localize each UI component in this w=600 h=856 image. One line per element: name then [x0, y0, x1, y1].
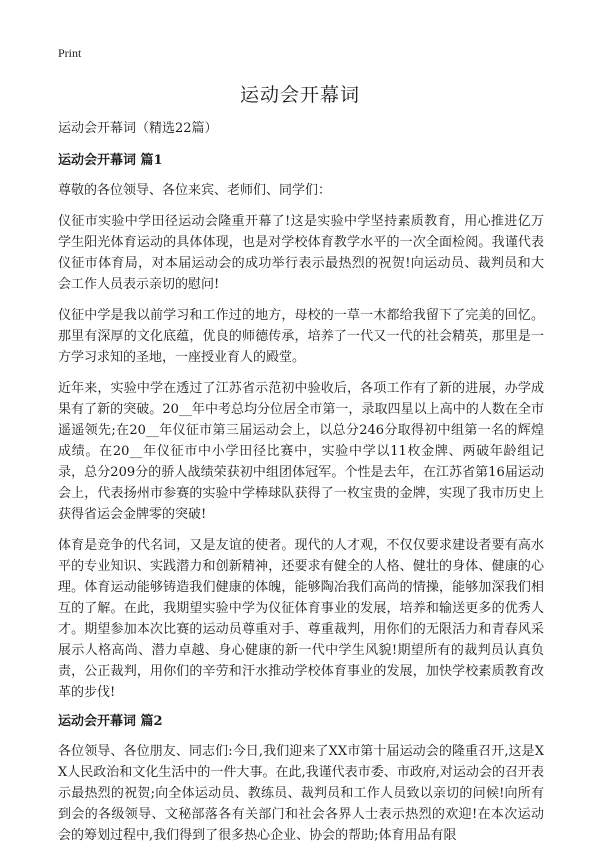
section-heading: 运动会开幕词 篇1	[58, 153, 163, 168]
paragraph: 体育是竞争的代名词，又是友谊的使者。现代的人才观，不仅仅要求建设者要有高水平的专业知识、实践潜力和创新精神，还要求有健全的人格、健壮的身体、健康的心理。体育运动能够铸造我们健康的体魄，能够陶冶我们高尚的情操，能够加深我们相互的了解。在此，我期望实验中学为仪征体育事业的发展，培养和输送更多的优秀人才。期望参加本次比赛的运动员尊重对手、尊重裁判，用你们的无限活力和青春风采展示人格高尚、潜力卓越、身心健康的新一代中学生风貌!期望所有的裁判员认真负责，公正裁判，用你们的辛劳和汗水推动学校体育事业的发展，加快学校素质教育改革的步伐!	[58, 538, 544, 700]
document-title: 运动会开幕词	[239, 84, 360, 106]
document-body	[58, 120, 544, 856]
section-2	[58, 713, 544, 846]
print-link[interactable]: Print	[58, 46, 82, 60]
section-heading: 运动会开幕词 篇2	[58, 714, 163, 729]
section-1	[58, 152, 544, 703]
paragraph: 仪征中学是我以前学习和工作过的地方，母校的一草一木都给我留下了完美的回忆。那里有深厚的文化底蕴，优良的师德传承，培养了一代又一代的社会精英，那里是一方学习求知的圣地，一座授业育人的殿堂。	[58, 308, 544, 365]
paragraph: 近年来，实验中学在透过了江苏省示范初中验收后，各项工作有了新的进展，办学成果有了新的突破。20__年中考总均分位居全市第一，录取四星以上高中的人数在全市遥遥领先;在20__年仪征市第三届运动会上，以总分246分取得初中组第一名的辉煌成绩。在20__年仪征市中小学田径比赛中，实验中学以11枚金牌、两破年龄组记录，总分209分的骄人战绩荣获初中组团体冠军。个性是去年，在江苏省第16届运动会上，代表扬州市参赛的实验中学棒球队获得了一枚宝贵的金牌，实现了我市历史上获得省运会金牌零的突破!	[58, 381, 544, 522]
document-subtitle: 运动会开幕词（精选22篇）	[58, 121, 218, 136]
paragraph: 尊敬的各位领导、各位来宾、老师们、同学们：	[58, 183, 332, 198]
paragraph: 仪征市实验中学田径运动会隆重开幕了!这是实验中学坚持素质教育，用心推进亿万学生阳光体育运动的具体体现，也是对学校体育教学水平的一次全面检阅。我谨代表仪征市体育局，对本届运动会的成功举行表示最热烈的祝贺!向运动员、裁判员和大会工作人员表示亲切的慰问!	[58, 214, 544, 292]
paragraph: 各位领导、各位朋友、同志们:今日,我们迎来了XX市第十届运动会的隆重召开,这是XX人民政治和文化生活中的一件大事。在此,我谨代表市委、市政府,对运动会的召开表示最热烈的祝贺;向全体运动员、教练员、裁判员和工作人员致以亲切的问候!向所有到会的各级领导、文秘部落各有关部门和社会各界人士表示热烈的欢迎!在本次运动会的筹划过程中,我们得到了很多热心企业、协会的帮助;体育用品有限	[58, 744, 544, 843]
